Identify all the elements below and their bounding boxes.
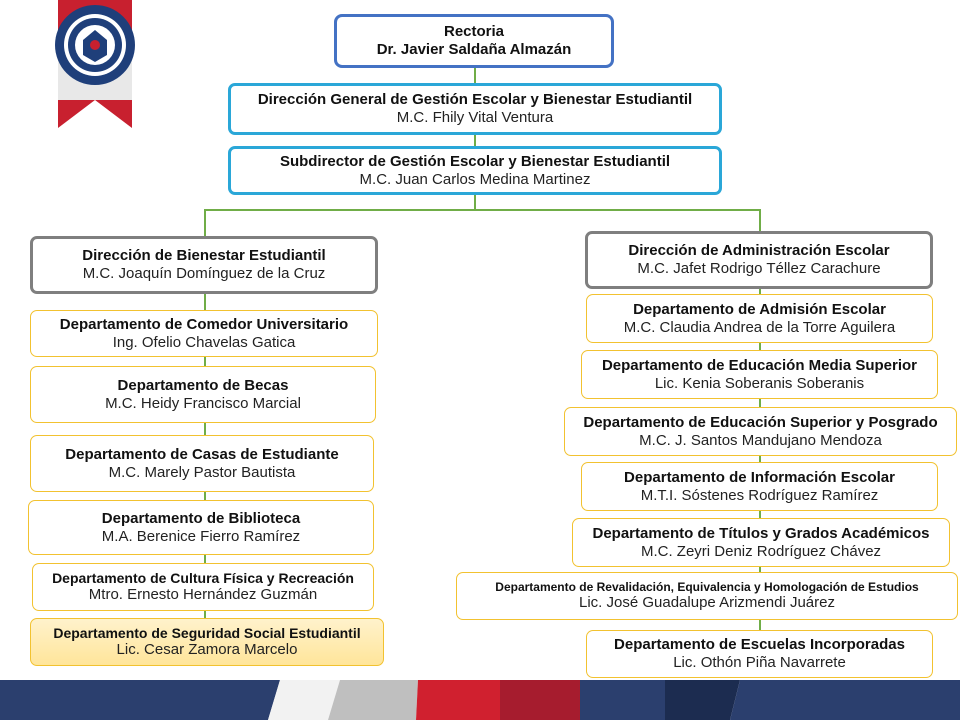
dept-person: M.C. J. Santos Mandujano Mendoza xyxy=(639,431,882,449)
dept-casas-box xyxy=(30,435,374,492)
dept-person: M.A. Berenice Fierro Ramírez xyxy=(101,527,301,545)
dept-comedor-box xyxy=(30,310,378,357)
dept-person: M.C. Heidy Francisco Marcial xyxy=(105,394,301,412)
dept-title: Departamento de Becas xyxy=(117,376,289,394)
decorative-footer-bar xyxy=(0,680,960,720)
dept-becas-box xyxy=(30,366,376,423)
direccion-general-title: Dirección General de Gestión Escolar y Bienestar Estudiantil xyxy=(257,91,693,108)
administracion-head-person: M.C. Jafet Rodrigo Téllez Carachure xyxy=(637,260,881,277)
dept-title: Departamento de Seguridad Social Estudiantil xyxy=(53,624,361,641)
dept-revalidacion-box xyxy=(456,572,958,620)
connector-left-down xyxy=(204,209,206,237)
dept-person: Lic. José Guadalupe Arizmendi Juárez xyxy=(579,594,835,612)
subdirector-person: M.C. Juan Carlos Medina Martinez xyxy=(359,170,591,188)
dept-person: M.T.I. Sóstenes Rodríguez Ramírez xyxy=(640,486,879,504)
dept-person: Lic. Othón Piña Navarrete xyxy=(673,654,846,671)
dept-person: Mtro. Ernesto Hernández Guzmán xyxy=(88,586,318,604)
dept-title: Departamento de Comedor Universitario xyxy=(59,315,349,333)
dept-cultura-box xyxy=(32,563,374,611)
rector-box xyxy=(334,14,614,68)
administracion-head-box xyxy=(585,231,933,289)
dept-biblioteca-box xyxy=(28,500,374,555)
dept-incorporadas-box xyxy=(586,630,933,678)
dept-superior-posgrado-box xyxy=(564,407,957,456)
dept-title: Departamento de Casas de Estudiante xyxy=(65,445,339,463)
dept-titulos-box xyxy=(572,518,950,567)
connector-rector-general xyxy=(474,66,476,84)
dept-title: Departamento de Educación Superior y Posgrado xyxy=(583,413,938,431)
dept-person: M.C. Marely Pastor Bautista xyxy=(108,463,296,481)
rector-person: Dr. Javier Saldaña Almazán xyxy=(376,41,572,58)
dept-person: Ing. Ofelio Chavelas Gatica xyxy=(112,333,296,351)
bienestar-head-person: M.C. Joaquín Domínguez de la Cruz xyxy=(82,265,326,282)
dept-title: Departamento de Revalidación, Equivalencia y Homologación de Estudios xyxy=(495,579,919,594)
connector-sub-down xyxy=(474,194,476,210)
dept-person: Lic. Kenia Soberanis Soberanis xyxy=(654,374,865,392)
dept-title: Departamento de Educación Media Superior xyxy=(601,356,918,374)
connector-right-down xyxy=(759,209,761,232)
direccion-general-person: M.C. Fhily Vital Ventura xyxy=(396,109,554,126)
bienestar-head-title: Dirección de Bienestar Estudiantil xyxy=(82,247,326,264)
direccion-general-box xyxy=(228,83,722,135)
dept-admision-box xyxy=(586,294,933,343)
dept-informacion-box xyxy=(581,462,938,511)
dept-person: Lic. Cesar Zamora Marcelo xyxy=(116,641,298,659)
dept-person: M.C. Claudia Andrea de la Torre Aguilera xyxy=(623,318,896,336)
university-logo xyxy=(50,0,140,128)
dept-title: Departamento de Títulos y Grados Académicos xyxy=(592,524,930,542)
rector-title: Rectoria xyxy=(443,23,505,40)
dept-title: Departamento de Admisión Escolar xyxy=(633,300,886,318)
subdirector-box xyxy=(228,146,722,195)
dept-seguridad-box xyxy=(30,618,384,666)
administracion-head-title: Dirección de Administración Escolar xyxy=(628,242,890,259)
dept-title: Departamento de Escuelas Incorporadas xyxy=(614,636,905,653)
dept-person: M.C. Zeyri Deniz Rodríguez Chávez xyxy=(640,542,882,560)
dept-title: Departamento de Biblioteca xyxy=(101,509,301,527)
connector-horizontal xyxy=(204,209,760,211)
subdirector-title: Subdirector de Gestión Escolar y Bienestar Estudiantil xyxy=(279,152,671,170)
dept-title: Departamento de Cultura Física y Recreación xyxy=(52,569,354,586)
dept-title: Departamento de Información Escolar xyxy=(624,468,895,486)
dept-media-superior-box xyxy=(581,350,938,399)
bienestar-head-box xyxy=(30,236,378,294)
connector-general-sub xyxy=(474,134,476,146)
